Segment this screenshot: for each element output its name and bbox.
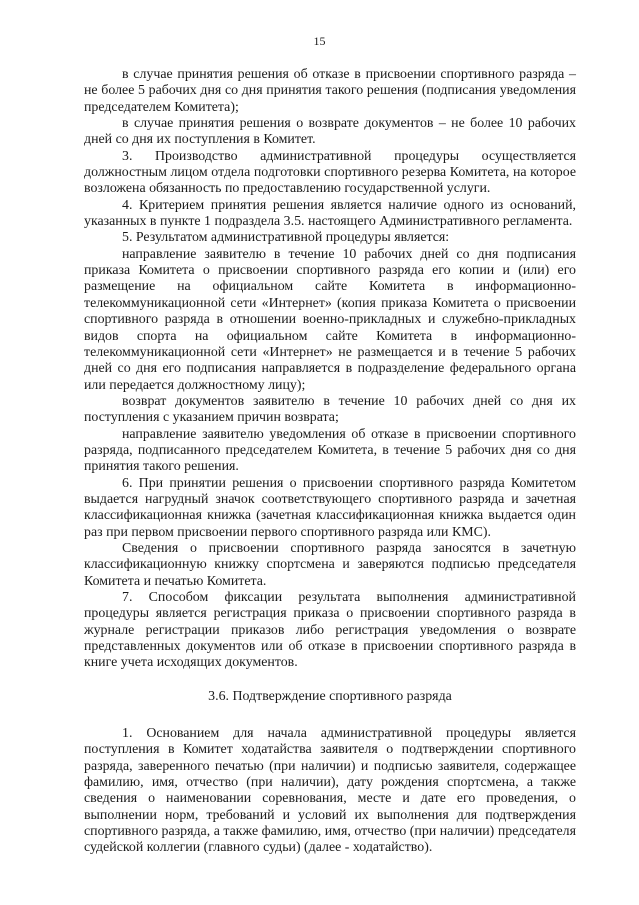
page-number: 15 [313, 34, 326, 48]
document-body [84, 67, 576, 857]
paragraph: 5. Результатом административной процедуры является: [122, 230, 450, 246]
paragraph: в случае принятия решения о возврате документов – не более 10 рабочих дней со дня их поступления в Комитет. [84, 116, 576, 148]
section-heading: 3.6. Подтверждение спортивного разряда [208, 688, 452, 704]
paragraph: 4. Критерием принятия решения является наличие одного из оснований, указанных в пункте 1 подраздела 3.5. настоящего Административного регламента. [84, 197, 576, 230]
paragraph: Сведения о присвоении спортивного разряда заносятся в зачетную классификационную книжку спортсмена и заверяются подписью председателя Комитета и печатью Комитета. [84, 540, 576, 589]
paragraph: 3. Производство административной процедуры осуществляется должностным лицом отдела подготовки спортивного резерва Комитета, на которое возложена обязанность по предоставлению государственной услуги. [84, 148, 576, 197]
paragraph: направление заявителю уведомления об отказе в присвоении спортивного разряда, подписанного председателем Комитета, в течение 5 рабочих дня со дня принятия такого решения. [84, 426, 576, 475]
paragraph: в случае принятия решения об отказе в присвоении спортивного разряда – не более 5 рабочих дня со дня принятия такого решения (подписания уведомления председателем Комитета); [84, 67, 576, 115]
paragraph: 7. Способом фиксации результата выполнения административной процедуры является регистрация приказа о присвоении спортивного разряда в журнале регистрации приказов либо регистрация уведомления о возврате представленных документов или об отказе в присвоении спортивного разряда в книге учета исходящих документов. [84, 590, 576, 671]
paragraph: направление заявителю в течение 10 рабочих дней со дня подписания приказа Комитета о присвоении спортивного разряда его копии и (или) его размещение на официальном сайте Комитета в информационно-телекоммуникационной сети «Интернет» (копия приказа Комитета о присвоении спортивного разряда в отношении военно-прикладных и служебно-прикладных видов спорта на официальном сайте Комитета в информационно-телекоммуникационной сети «Интернет» не размещается и в течение 5 рабочих дней со дня его подписания направляется в подразделение федерального органа или передается должностному лицу); [84, 246, 576, 393]
paragraph: возврат документов заявителю в течение 10 рабочих дней со дня их поступления с указанием причин возврата; [84, 393, 576, 426]
paragraph: 1. Основанием для начала административной процедуры является поступления в Комитет ходатайства заявителя о подтверждении спортивного разряда, заверенного печатью (при наличии) и подписью заявителя, содержащее фамилию, имя, отчество (при наличии), дату рождения спортсмена, а также сведения о наименовании соревнования, месте и дате его проведения, о выполнении норм, требований и условий их выполнения для подтверждения спортивного разряда, а также фамилию, имя, отчество (при наличии) председателя судейской коллегии (главного судьи) (далее - ходатайство). [84, 726, 576, 856]
paragraph: 6. При принятии решения о присвоении спортивного разряда Комитетом выдается нагрудный значок соответствующего спортивного разряда и зачетная классификационная книжка (зачетная классификационная книжка выдается один раз при первом присвоении первого спортивного разряда или КМС). [84, 475, 576, 540]
